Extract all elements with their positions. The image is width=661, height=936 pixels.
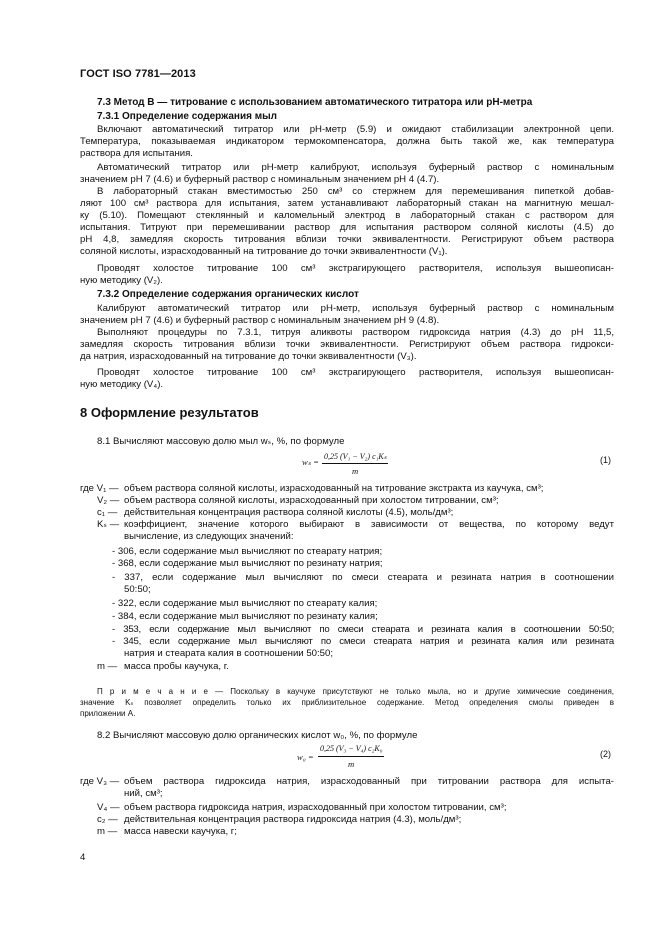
formula-2-fraction-bar: [318, 756, 384, 757]
ks-value-item-cont: натрия и стеарата калия в соотношении 50:50;: [124, 648, 334, 659]
where-symbol: где V₁ —: [80, 483, 119, 494]
ks-value-item: - 384, если содержание мыл вычисляют по резинату калия;: [112, 611, 378, 622]
where-definition: действительная концентрация раствора гидроксида натрия (4.3), моль/дм³;: [124, 814, 462, 825]
where-definition: коэффициент, значение которого выбирают в зависимости от вещества, по которому ведут: [124, 519, 614, 530]
note-line: П р и м е ч а н и е — Поскольку в каучуке присутствуют не только мыла, но и другие химические соединения,: [97, 687, 614, 696]
paragraph-line: Выполняют процедуры по 7.3.1, титруя аликвоты раствором гидроксида натрия (4.3) до pH 11,5,: [97, 327, 614, 338]
where-symbol: V₄ —: [97, 802, 120, 813]
paragraph-line: значением pH 7 (4.6) и буферный раствор с номинальным значением pH 4 (4.7).: [80, 174, 440, 185]
paragraph-line: Автоматический титратор или pH-метр калибруют, используя буферный раствор с номинальным: [97, 162, 614, 173]
where-definition-cont: вычисление, из следующих значений:: [124, 531, 294, 542]
paragraph-line: Температура, показываемая индикатором термокомпенсатора, должна быть такой же, как температура: [80, 136, 614, 147]
formula-1-denominator: m: [352, 466, 359, 476]
paragraph-line: испытания. Титруют при перемешивании раствор для испытания раствором соляной кислоты (4.5) до: [80, 222, 614, 233]
paragraph-line: ную методику (V₂).: [80, 275, 163, 286]
ks-value-item: - 322, если содержание мыл вычисляют по стеарату калия;: [112, 598, 378, 609]
ks-value-item: - 353, если содержание мыл вычисляют по смеси стеарата и резината калия в соотношении 50:50;: [112, 624, 614, 635]
ks-value-item: - 337, если содержание мыл вычисляют по смеси стеарата и резината натрия в соотношении: [112, 572, 614, 583]
paragraph-line: ную методику (V₄).: [80, 379, 164, 390]
paragraph-line: Включают автоматический титратор или pH-метр (5.9) и ожидают стабилизации электронной цепи.: [97, 124, 614, 135]
paragraph-line: Проводят холостое титрование 100 см³ экстрагирующего растворителя, используя вышеописан-: [97, 367, 614, 378]
paragraph-line: ляют 100 см³ раствора для испытания, затем устанавливают лабораторный стакан на магнитную мешал-: [80, 198, 614, 209]
ks-value-item: - 345, если содержание мыл вычисляют по смеси стеарата натрия и резината калия или резината: [112, 636, 614, 647]
where-definition: действительная концентрация раствора соляной кислоты (4.5), моль/дм³;: [124, 507, 454, 518]
paragraph-line: Проводят холостое титрование 100 см³ экстрагирующего растворителя, используя вышеописан-: [97, 263, 614, 274]
where-definition: объем раствора соляной кислоты, израсходованный при холостом титровании, см³;: [124, 495, 499, 506]
where-symbol: m —: [97, 826, 118, 837]
where-definition: объем раствора гидроксида натрия, израсходованный при титровании раствора для испыта-: [124, 776, 614, 787]
formula-1-numerator: 0,25 (V₁ − V₂) c₁Kₛ: [324, 452, 387, 461]
where-symbol: Kₛ —: [97, 519, 120, 530]
formula-1-number: (1): [600, 455, 611, 465]
page-number: 4: [80, 852, 86, 863]
paragraph-line: замедляя скорость титрования вблизи точки эквивалентности. Регистрируют объем раствора гидрокси-: [80, 339, 614, 350]
where-definition: масса пробы каучука, г.: [124, 661, 229, 672]
document-header: ГОСТ ISO 7781—2013: [80, 68, 196, 80]
section-8-title: 8 Оформление результатов: [80, 405, 259, 420]
paragraph-line: соляной кислоты, израсходованный на титрование до точки эквивалентности (V₁).: [80, 246, 448, 257]
section-7-3-1-title: 7.3.1 Определение содержания мыл: [97, 111, 278, 122]
where-definition: объем раствора гидроксида натрия, израсходованный при холостом титровании, см³;: [124, 802, 507, 813]
paragraph-line: значением pH 7 (4.6) и буферный раствор с номинальным значением pH 9 (4.8).: [80, 315, 440, 326]
ks-value-item: - 306, если содержание мыл вычисляют по стеарату натрия;: [112, 546, 383, 557]
formula-2-numerator: 0,25 (V₃ − V₄) c₂K₀: [320, 744, 383, 753]
formula-1-fraction-bar: [322, 463, 388, 464]
section-7-3-title: 7.3 Метод B — титрование с использованием автоматического титратора или pH-метра: [97, 97, 533, 108]
paragraph-line: pH 4,8, замедляя скорость титрования вблизи точки эквивалентности. Регистрируют объем раствора: [80, 234, 614, 245]
formula-2-lhs: w₀ =: [297, 752, 314, 762]
where-symbol: c₂ —: [97, 814, 118, 825]
where-symbol: где V₃ —: [80, 776, 120, 787]
section-8-1-text: 8.1 Вычисляют массовую долю мыл wₛ, %, по формуле: [97, 436, 345, 447]
ks-value-item-cont: 50:50;: [124, 584, 151, 595]
formula-2-number: (2): [600, 749, 611, 759]
where-symbol: V₂ —: [97, 495, 120, 506]
paragraph-line: В лабораторный стакан вместимостью 250 см³ со стержнем для перемешивания пипеткой добав-: [97, 186, 614, 197]
paragraph-line: ку (5.10). Помещают стеклянный и каломельный электрод в лабораторный стакан с раствором для: [80, 210, 614, 221]
paragraph-line: да натрия, израсходованный на титрование до точки эквивалентности (V₃).: [80, 351, 417, 362]
where-symbol: m —: [97, 661, 118, 672]
formula-1-lhs: wₛ =: [302, 457, 319, 467]
note-line: значение Kₛ позволяет определить только их приблизительное содержание. Метод определения смолы приведен в: [80, 698, 614, 707]
where-definition: масса навески каучука, г;: [124, 826, 237, 837]
section-7-3-2-title: 7.3.2 Определение содержания органических кислот: [97, 289, 359, 300]
section-8-2-text: 8.2 Вычисляют массовую долю органических кислот w₀, %, по формуле: [97, 730, 418, 741]
where-symbol: c₁ —: [97, 507, 118, 518]
paragraph-line: раствора для испытания.: [80, 148, 193, 159]
ks-value-item: - 368, если содержание мыл вычисляют по резинату натрия;: [112, 558, 383, 569]
where-definition: объем раствора соляной кислоты, израсходованный на титрование экстракта из каучука, см³;: [124, 483, 544, 494]
formula-2-denominator: m: [348, 759, 355, 769]
note-line: приложении А.: [80, 709, 136, 718]
paragraph-line: Калибруют автоматический титратор или pH-метр, используя буферный раствор с номинальным: [97, 303, 614, 314]
where-definition-cont: ний, см³;: [124, 788, 163, 799]
